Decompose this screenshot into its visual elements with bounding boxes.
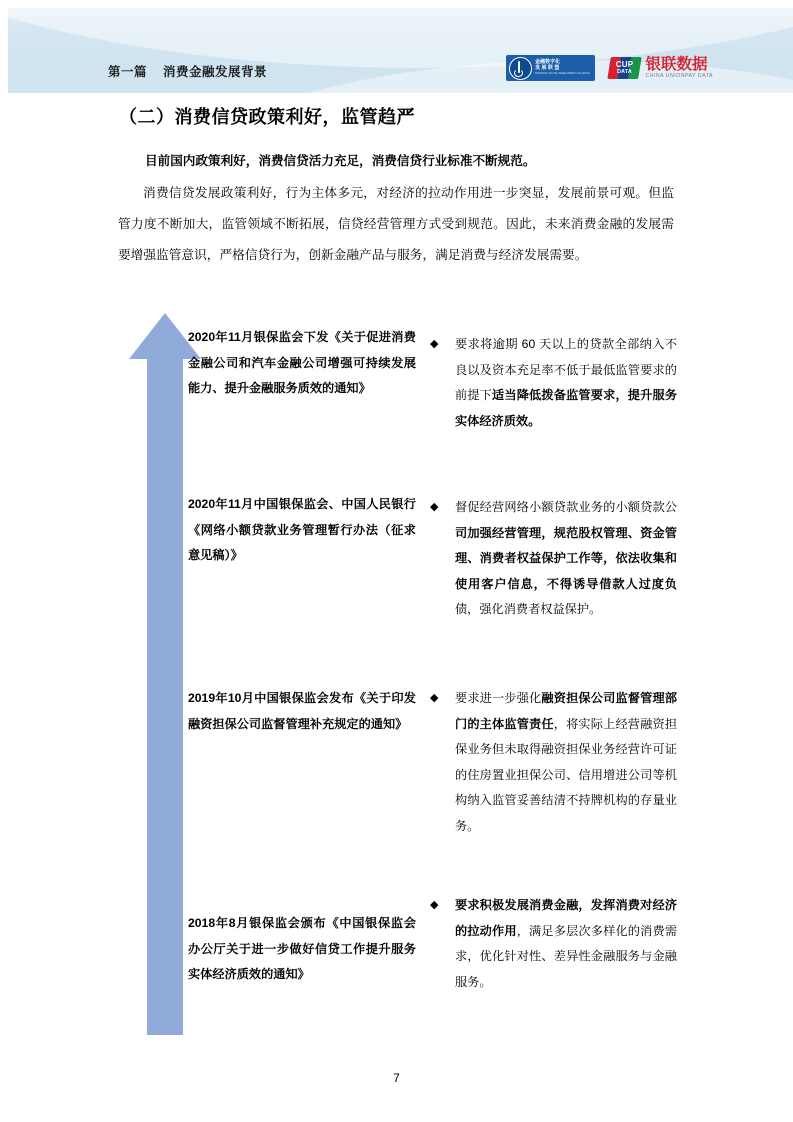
timeline-item-1-description (455, 495, 677, 623)
desc-plain-1: 督促经营网络小额贷款业务的小额贷款公 (455, 500, 677, 514)
timeline-item-0-label: 2020年11月银保监会下发《关于促进消费金融公司和汽车金融公司增强可持续发展能力、提升金融服务质效的通知》 (188, 330, 416, 395)
running-head (108, 62, 267, 80)
arrow-shaft (147, 358, 183, 1035)
desc-bold-1: 适当降低拨备监管要求，提升服务实体经济质效。 (455, 388, 678, 428)
timeline-item-1-label: 2020年11月中国银保监会、中国人民银行《网络小额贷款业务管理暂行办法（征求意见稿）》 (188, 497, 416, 562)
alliance-badge-icon (509, 57, 532, 80)
timeline-item-3-bullet-icon: ◆ (430, 899, 439, 911)
desc-bold-1: 司加强经营管理，规范股权管理、资金管理、消费者权益保护工作等，依法收集和使用客户信息，不得诱导借款人过度负 (455, 525, 677, 591)
running-head-title: 消费金融发展背景 (163, 65, 268, 79)
desc-plain-2: 债，强化消费者权益保护。 (455, 602, 602, 616)
desc-plain-2: ，满足多层次多样化的消费需求，优化针对性、差异性金融服务与金融服务。 (455, 923, 678, 989)
cup-data-mark-icon (608, 57, 642, 79)
page-number: 7 (393, 1071, 400, 1085)
cup-mark-line2: DATA (617, 68, 633, 75)
timeline-item-0-bullet-icon: ◆ (430, 338, 439, 350)
header-logo-group (506, 55, 713, 81)
alliance-logo-cn-line1: 金融数字化 (535, 59, 561, 66)
unionpay-logo-cn: 银联数据 (645, 55, 708, 73)
unionpay-logo-en: CHINA UNIONPAY DATA (645, 73, 713, 80)
cup-mark-line1: CUP (616, 59, 634, 69)
timeline-item-2-bullet-icon: ◆ (430, 692, 439, 704)
alliance-logo-en: FINANCIAL DIGITAL DEVELOPMENT ALLIANCE (535, 72, 590, 76)
timeline-item-2-label: 2019年10月中国银保监会发布《关于印发融资担保公司监督管理补充规定的通知》 (188, 691, 416, 731)
timeline-item-0-description (455, 332, 677, 434)
timeline-item-3-label: 2018年8月银保监会颁布《中国银保监会办公厅关于进一步做好信贷工作提升服务实体经济质效的通知》 (188, 916, 416, 981)
timeline-item-2-description (455, 686, 677, 839)
desc-plain-2: ，将实际上经营融资担保业务但未取得融资担保业务经营许可证的住房置业担保公司、信用增进公司等机构纳入监管妥善结清不持牌机构的存量业务。 (455, 716, 678, 833)
desc-plain-1: 要求将逾期 60 天以上的贷款全部纳入不良以及资本充足率不低于最低监管要求的前提下 (455, 337, 677, 402)
unionpay-data-logo (609, 57, 713, 80)
running-head-part: 第一篇 (108, 65, 148, 79)
timeline-item-1-bullet-icon: ◆ (430, 501, 439, 513)
desc-bold-1: 融资担保公司监督管理部门的主体监管责任 (455, 691, 678, 731)
financial-alliance-logo (506, 55, 595, 81)
alliance-logo-cn-line2: 发 展 联 盟 (535, 65, 560, 72)
timeline-item-3-description (455, 893, 677, 995)
body-paragraph: 消费信贷发展政策利好，行为主体多元，对经济的拉动作用进一步突显，发展前景可观。但监管力度不断加大，监管领域不断拓展，信贷经营管理方式受到规范。因此，未来消费金融的发展需要增强监管意识，严格信贷行为，创新金融产品与服务，满足消费与经济发展需要。 (118, 186, 674, 262)
section-heading: （二）消费信贷政策利好，监管趋严 (119, 107, 415, 127)
desc-plain-1: 要求进一步强化 (455, 691, 542, 705)
desc-bold-1: 要求积极发展消费金融，发挥消费对经济的拉动作用 (455, 898, 677, 938)
lead-statement: 目前国内政策利好，消费信贷活力充足，消费信贷行业标准不断规范。 (145, 154, 536, 168)
